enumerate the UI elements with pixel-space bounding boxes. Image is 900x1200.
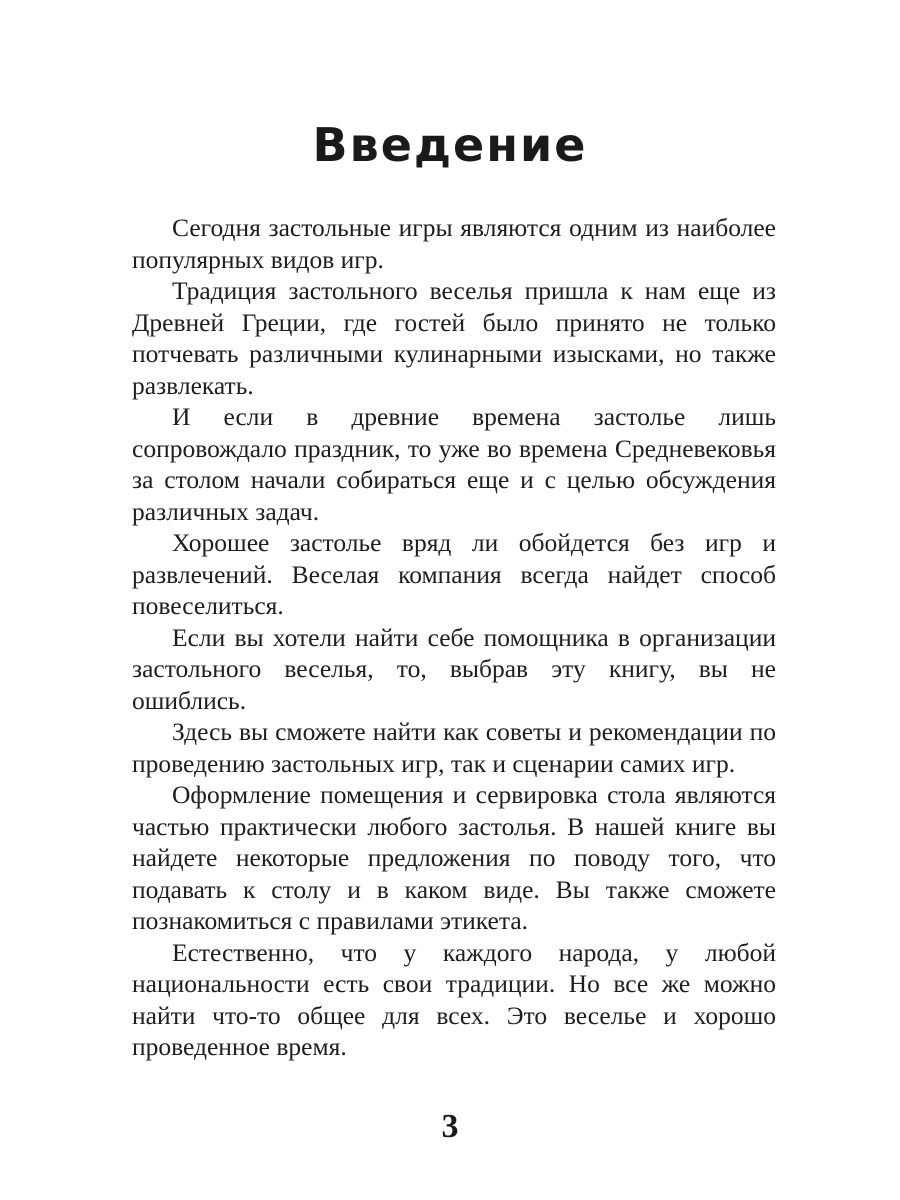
body-text — [132, 212, 776, 1063]
chapter-title: Введение — [312, 118, 588, 172]
paragraph: Естественно, что у каждого народа, у любой национальности есть свои традиции. Но все же можно найти что-то общее для всех. Это веселье и хорошо проведенное время. — [132, 937, 776, 1061]
paragraph: И если в древние времена застолье лишь сопровождало праздник, то уже во времена Средневековья за столом начали собираться еще и с целью обсуждения различных задач. — [132, 402, 776, 526]
page-number: 3 — [441, 1108, 459, 1145]
paragraph: Традиция застольного веселья пришла к нам еще из Древней Греции, где гостей было принято не только потчевать различными кулинарными изысками, но также развлекать. — [132, 276, 776, 400]
paragraph: Здесь вы сможете найти как советы и рекомендации по проведению застольных игр, так и сценарии самих игр. — [132, 717, 776, 778]
paragraph: Оформление помещения и сервировка стола являются частью практически любого застолья. В нашей книге вы найдете некоторые предложения по поводу того, что подавать к столу и в каком виде. Вы также сможете познакомиться с правилами этикета. — [132, 780, 776, 935]
paragraph: Хорошее застолье вряд ли обойдется без игр и развлечений. Веселая компания всегда найдет способ повеселиться. — [132, 528, 776, 620]
paragraph: Сегодня застольные игры являются одним из наиболее популярных видов игр. — [132, 213, 776, 274]
paragraph: Если вы хотели найти себе помощника в организации застольного веселья, то, выбрав эту книгу, вы не ошиблись. — [132, 622, 776, 715]
